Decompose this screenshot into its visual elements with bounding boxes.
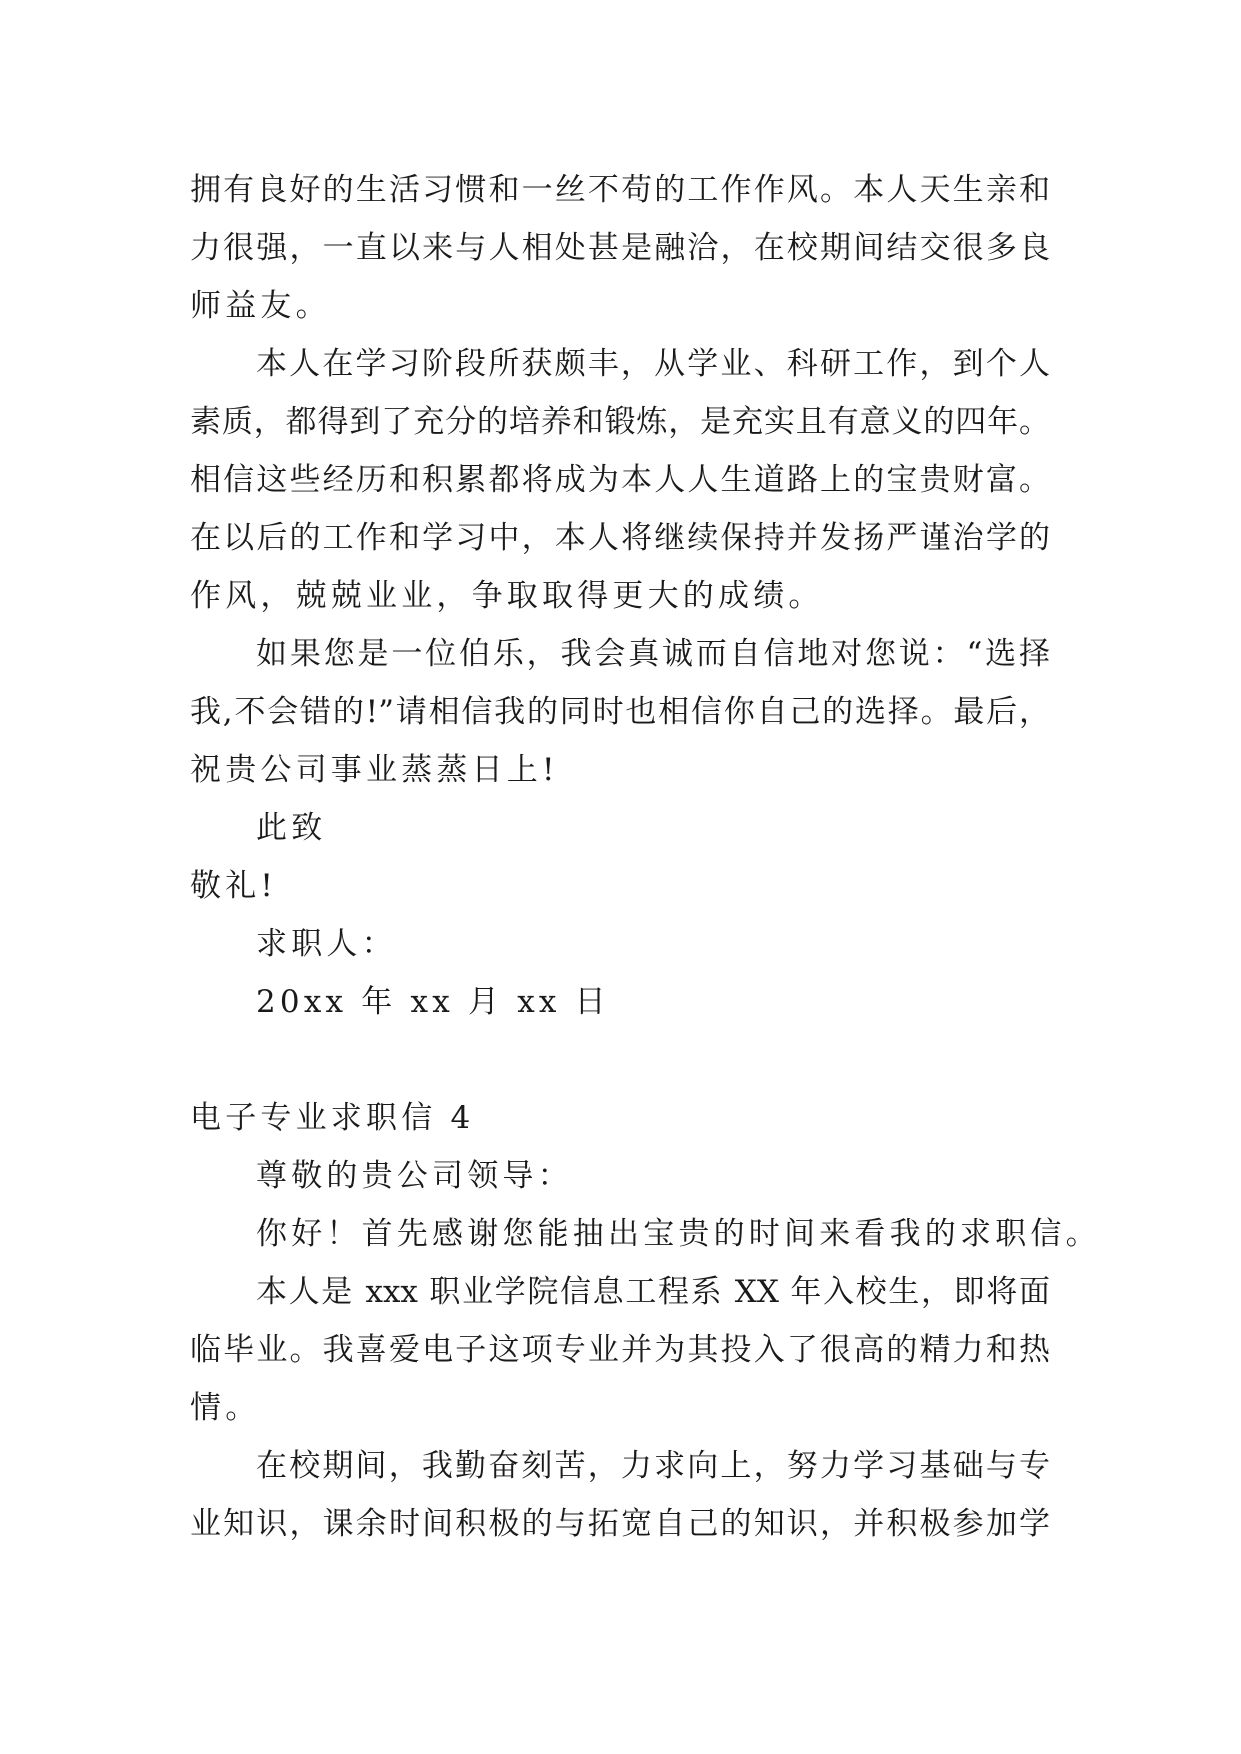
- paragraph-start-line: 本人在学习阶段所获颇丰，从学业、科研工作，到个人: [256, 346, 1050, 382]
- section-heading: 电子专业求职信 4: [190, 1100, 475, 1136]
- text-line: 素质，都得到了充分的培养和锻炼，是充实且有意义的四年。: [190, 404, 1050, 440]
- text-line: 力很强，一直以来与人相处甚是融洽，在校期间结交很多良: [190, 230, 1050, 266]
- signature-label: 求职人：: [256, 926, 397, 962]
- text-line: 拥有良好的生活习惯和一丝不苟的工作作风。本人天生亲和: [190, 172, 1050, 208]
- text-line: 临毕业。我喜爱电子这项专业并为其投入了很高的精力和热: [190, 1332, 1050, 1368]
- paragraph-start-line: 在校期间，我勤奋刻苦，力求向上，努力学习基础与专: [256, 1448, 1050, 1484]
- text-line: 业知识，课余时间积极的与拓宽自己的知识，并积极参加学: [190, 1506, 1050, 1542]
- text-line: 作风，兢兢业业，争取取得更大的成绩。: [190, 578, 824, 614]
- text-line: 你好！首先感谢您能抽出宝贵的时间来看我的求职信。: [256, 1216, 1101, 1252]
- letter-greeting: 尊敬的贵公司领导：: [256, 1158, 573, 1194]
- text-line: 相信这些经历和积累都将成为本人人生道路上的宝贵财富。: [190, 462, 1050, 498]
- paragraph-start-line: 本人是 xxx 职业学院信息工程系 XX 年入校生，即将面: [256, 1274, 1050, 1310]
- closing-regards: 敬礼!: [190, 868, 278, 904]
- text-line: 祝贵公司事业蒸蒸日上!: [190, 752, 559, 788]
- text-line: 在以后的工作和学习中，本人将继续保持并发扬严谨治学的: [190, 520, 1050, 556]
- closing-salutation: 此致: [256, 810, 327, 846]
- text-line: 师益友。: [190, 288, 331, 324]
- text-line: 我,不会错的!”请相信我的同时也相信你自己的选择。最后，: [190, 694, 1050, 730]
- text-line: 情。: [190, 1390, 261, 1426]
- paragraph-start-line: 如果您是一位伯乐，我会真诚而自信地对您说：“选择: [256, 636, 1050, 672]
- date-line: 20xx 年 xx 月 xx 日: [256, 984, 610, 1020]
